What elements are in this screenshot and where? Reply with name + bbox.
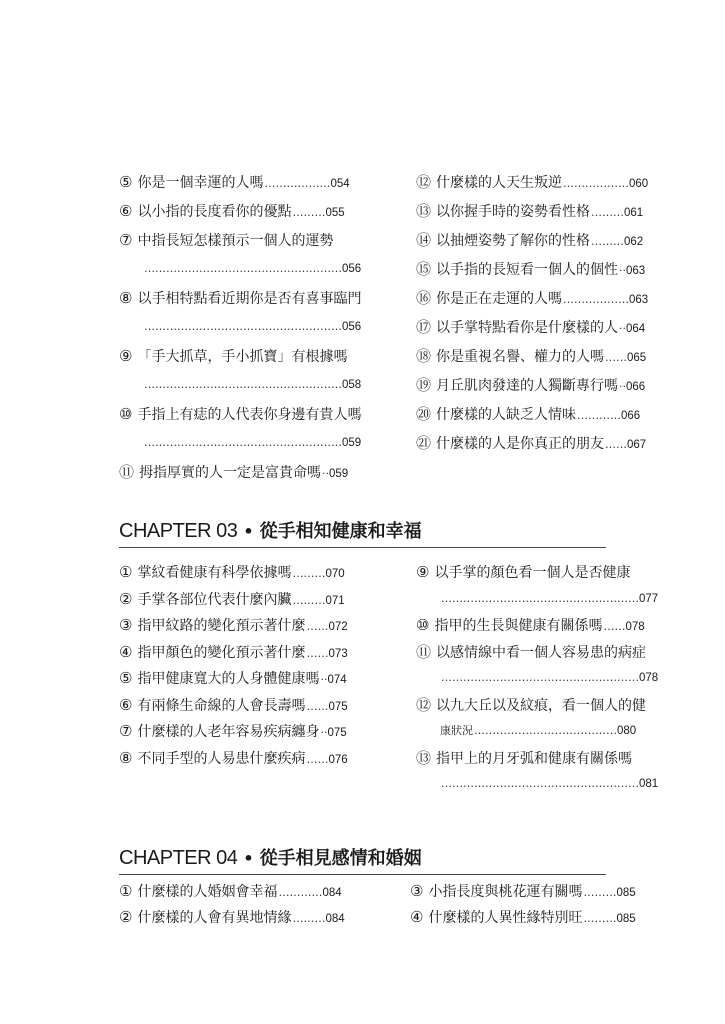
dot-leader: ………………………………………………	[441, 591, 639, 605]
dot-leader: ………………………………………………	[144, 320, 342, 333]
entry-title: 有兩條生命線的人會長壽嗎	[137, 697, 306, 714]
entry-number: ⑦	[119, 722, 133, 740]
toc-entry[interactable]	[119, 287, 361, 309]
entry-title: 以感情線中看一個人容易患的病症	[436, 644, 647, 661]
entry-number: ㉑	[416, 434, 432, 452]
toc-entry[interactable]	[410, 906, 636, 928]
page-number: 077	[639, 592, 659, 605]
entry-number: ⑧	[119, 289, 133, 307]
entry-number: ③	[410, 882, 424, 900]
toc-entry[interactable]	[119, 588, 345, 610]
chapter-04-title: 從手相見感情和婚姻	[259, 848, 422, 869]
dot-leader: ………………	[563, 177, 630, 190]
toc-entry[interactable]	[143, 432, 361, 454]
page-number: 059	[329, 468, 349, 480]
dot-leader: ··	[619, 380, 627, 393]
entry-title: 以九大丘以及紋痕，看一個人的健	[436, 697, 647, 714]
dot-leader: ··	[322, 467, 330, 480]
toc-entry[interactable]	[416, 561, 630, 583]
page-number: 074	[327, 674, 347, 686]
toc-entry[interactable]	[119, 694, 348, 716]
entry-title: 什麼樣的人會有異地情緣	[137, 910, 292, 926]
page-number: 065	[627, 352, 647, 364]
dot-leader: ………………	[563, 293, 630, 306]
entry-number: ⑥	[119, 695, 133, 714]
toc-entry[interactable]	[440, 720, 636, 742]
chapter-03-heading	[119, 517, 422, 543]
entry-number: ⑪	[119, 463, 135, 481]
toc-entry[interactable]	[440, 773, 658, 795]
dot-leader: ··	[320, 726, 328, 739]
toc-entry[interactable]	[416, 200, 643, 222]
toc-entry[interactable]	[119, 747, 348, 769]
page-number: 054	[330, 178, 350, 190]
entry-number: ⑮	[416, 260, 432, 278]
dot-leader: ………	[292, 567, 326, 580]
entry-title: 什麼樣的人異性緣特別旺	[428, 910, 583, 926]
dot-leader: ………	[292, 206, 326, 219]
toc-entry[interactable]	[143, 316, 361, 338]
toc-entry[interactable]	[440, 588, 658, 610]
toc-entry[interactable]	[143, 258, 361, 280]
entry-title: 康狀況	[440, 724, 473, 737]
entry-number: ⑩	[416, 616, 430, 634]
chapter-03-bullet: •	[243, 522, 254, 541]
page-number: 066	[626, 381, 646, 393]
toc-entry[interactable]	[119, 229, 333, 251]
dot-leader: ………………………………………………	[144, 436, 342, 449]
entry-title: 以手掌的顏色看一個人是否健康	[434, 565, 631, 581]
page-number: 055	[325, 207, 345, 219]
page-number: 060	[629, 178, 649, 190]
entry-number: ⑬	[416, 202, 432, 220]
page-number: 084	[325, 913, 345, 925]
dot-leader: ………………………………………………	[144, 262, 342, 275]
page-number: 072	[328, 621, 348, 633]
page-number: 073	[328, 647, 348, 660]
entry-title: 指甲紋路的變化預示著什麼	[137, 618, 306, 634]
dot-leader: ……	[306, 646, 329, 660]
entry-title: 以你握手時的姿勢看性格	[436, 204, 591, 220]
toc-entry[interactable]	[416, 229, 643, 251]
dot-leader: ··	[619, 322, 627, 335]
entry-title: 指甲健康寬大的人身體健康嗎	[137, 671, 320, 687]
entry-title: 月丘肌肉發達的人獨斷專行嗎	[436, 378, 619, 394]
dot-leader: ……	[306, 699, 329, 713]
entry-title: 以手指的長短看一個人的個性	[436, 262, 619, 278]
toc-entry[interactable]	[416, 171, 648, 193]
toc-entry[interactable]	[119, 641, 348, 663]
toc-entry[interactable]	[119, 403, 361, 425]
page-number: 064	[626, 323, 646, 335]
page-number: 061	[624, 207, 644, 219]
entry-title: 掌紋看健康有科學依據嗎	[137, 565, 292, 581]
dot-leader: …………	[278, 886, 323, 899]
page-number: 085	[616, 887, 636, 899]
entry-number: ②	[119, 589, 133, 608]
page-number: 070	[325, 568, 345, 580]
page-number: 085	[616, 913, 636, 925]
entry-title: 以小指的長度看你的優點	[137, 204, 292, 220]
page-number: 056	[342, 321, 362, 333]
entry-number: ⑱	[416, 347, 432, 365]
page-number: 059	[342, 437, 362, 449]
toc-entry[interactable]	[143, 374, 361, 396]
page-number: 075	[327, 727, 347, 739]
page-number: 081	[639, 778, 659, 790]
entry-title: 以手相特點看近期你是否有喜事臨門	[137, 291, 362, 307]
dot-leader: ………	[292, 593, 326, 607]
entry-number: ⑨	[119, 347, 133, 365]
entry-title: 你是一個幸運的人嗎	[137, 175, 264, 191]
page-number: 066	[621, 410, 641, 422]
page-number: 078	[625, 621, 645, 633]
dot-leader: ………	[583, 912, 617, 925]
entry-title: 拇指厚實的人一定是富貴命嗎	[139, 465, 322, 481]
dot-leader: ………………………………………………	[441, 671, 639, 684]
entry-title: 什麼樣的人婚姻會幸福	[137, 884, 278, 900]
entry-title: 以抽煙姿勢了解你的性格	[436, 233, 591, 249]
toc-entry[interactable]	[119, 200, 345, 222]
entry-title: 指甲上的月牙弧和健康有關係嗎	[436, 750, 633, 767]
entry-number: ①	[119, 563, 133, 581]
dot-leader: ……	[306, 752, 329, 766]
entry-title: 小指長度與桃花運有關嗎	[428, 884, 583, 900]
dot-leader: …………………………………	[474, 724, 617, 737]
page-number: 067	[627, 439, 647, 451]
dot-leader: ……	[603, 620, 626, 633]
toc-entry[interactable]	[410, 880, 636, 902]
toc-entry[interactable]	[416, 747, 632, 769]
entry-number: ⑩	[119, 405, 133, 423]
chapter-03-label: CHAPTER 03	[119, 520, 238, 542]
entry-number: ⑧	[119, 748, 133, 767]
entry-number: ⑤	[119, 669, 133, 687]
entry-title: 你是重視名譽、權力的人嗎	[436, 349, 605, 365]
toc-entry[interactable]	[416, 287, 648, 309]
page-number: 084	[322, 887, 342, 899]
toc-entry[interactable]	[119, 880, 342, 902]
toc-entry[interactable]	[440, 667, 658, 689]
entry-title: 手掌各部位代表什麼內臟	[137, 591, 292, 608]
entry-title: 什麼樣的人缺乏人情味	[436, 407, 577, 423]
entry-number: ⑤	[119, 173, 133, 191]
toc-entry[interactable]	[119, 345, 347, 367]
entry-title: 手指上有痣的人代表你身邊有貴人嗎	[137, 407, 362, 423]
dot-leader: ………	[591, 235, 625, 248]
toc-entry[interactable]	[119, 561, 345, 583]
entry-number: ②	[119, 908, 133, 926]
page-number: 056	[342, 263, 362, 275]
dot-leader: ………………	[264, 177, 331, 190]
entry-number: ⑬	[416, 748, 432, 767]
page-number: 058	[342, 379, 362, 391]
page-number: 080	[617, 725, 637, 737]
dot-leader: ………………………………………………	[441, 777, 639, 790]
entry-number: ⑭	[416, 231, 432, 249]
chapter-03-rule	[119, 547, 606, 548]
toc-entry[interactable]	[416, 432, 646, 454]
dot-leader: ……	[605, 351, 628, 364]
entry-number: ⑫	[416, 695, 432, 714]
toc-entry[interactable]	[416, 641, 646, 663]
toc-entry[interactable]	[119, 614, 348, 636]
entry-number: ③	[119, 616, 133, 634]
entry-number: ④	[119, 642, 133, 661]
dot-leader: ……	[306, 620, 329, 633]
entry-title: 你是正在走運的人嗎	[436, 291, 563, 307]
toc-entry[interactable]	[119, 171, 350, 193]
entry-number: ⑯	[416, 289, 432, 307]
page-number: 076	[328, 753, 348, 766]
toc-entry[interactable]	[416, 374, 645, 396]
entry-number: ⑰	[416, 318, 432, 336]
entry-title: 「手大抓草，手小抓寶」有根據嗎	[137, 349, 348, 365]
dot-leader: ……	[605, 438, 628, 451]
dot-leader: ………………………………………………	[144, 378, 342, 391]
chapter-04-heading	[119, 844, 422, 870]
entry-number: ①	[119, 882, 133, 900]
toc-entry[interactable]	[119, 720, 347, 742]
page-number: 062	[624, 236, 644, 248]
entry-title: 什麼樣的人老年容易疾病纏身	[137, 724, 320, 740]
chapter-04-bullet: •	[243, 849, 254, 868]
chapter-04-rule	[119, 874, 606, 875]
entry-number: ⑳	[416, 405, 432, 423]
entry-title: 指甲顏色的變化預示著什麼	[137, 644, 306, 661]
page-number: 063	[626, 265, 646, 277]
entry-title: 以手掌特點看你是什麼樣的人	[436, 320, 619, 336]
entry-number: ④	[410, 908, 424, 926]
entry-title: 指甲的生長與健康有關係嗎	[434, 618, 603, 634]
entry-title: 什麼樣的人天生叛逆	[436, 175, 563, 191]
toc-entry[interactable]	[416, 316, 645, 338]
entry-number: ⑪	[416, 642, 432, 661]
entry-number: ⑫	[416, 173, 432, 191]
entry-title: 中指長短怎樣預示一個人的運勢	[137, 233, 334, 249]
page-number: 071	[325, 594, 345, 607]
dot-leader: …………	[577, 409, 622, 422]
entry-title: 不同手型的人易患什麼疾病	[137, 750, 306, 767]
page-number: 078	[639, 672, 659, 684]
toc-entry[interactable]	[119, 906, 345, 928]
chapter-04-label: CHAPTER 04	[119, 847, 238, 869]
toc-entry[interactable]	[119, 461, 348, 483]
toc-entry[interactable]	[416, 345, 646, 367]
entry-number: ⑦	[119, 231, 133, 249]
chapter-03-title: 從手相知健康和幸福	[259, 521, 422, 542]
dot-leader: ··	[320, 673, 328, 686]
toc-entry[interactable]	[416, 403, 640, 425]
dot-leader: ………	[583, 886, 617, 899]
toc-entry[interactable]	[416, 694, 646, 716]
entry-number: ⑲	[416, 376, 432, 394]
dot-leader: ………	[591, 206, 625, 219]
toc-entry[interactable]	[119, 667, 347, 689]
entry-number: ⑥	[119, 202, 133, 220]
dot-leader: ··	[619, 264, 627, 277]
dot-leader: ………	[292, 912, 326, 925]
entry-title: 什麼樣的人是你真正的朋友	[436, 436, 605, 452]
toc-entry[interactable]	[416, 614, 645, 636]
entry-number: ⑨	[416, 563, 430, 581]
toc-entry[interactable]	[416, 258, 645, 280]
page-number: 063	[629, 294, 649, 306]
page-number: 075	[328, 700, 348, 713]
